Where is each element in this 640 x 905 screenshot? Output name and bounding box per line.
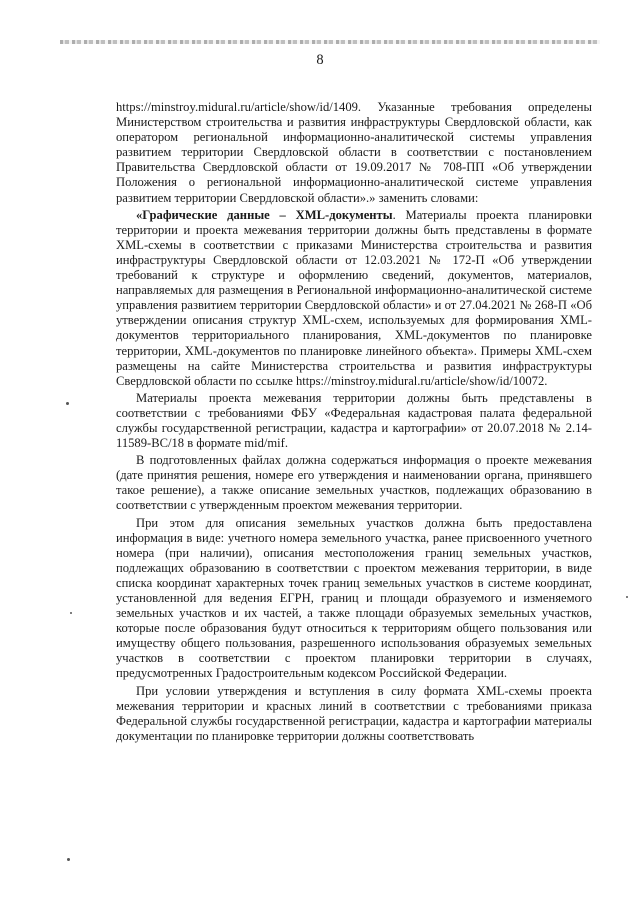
scan-speck (70, 612, 72, 614)
paragraph-5: При этом для описания земельных участков должна быть предоставлена информация в виде: учетного номера земельного участка, ранее присвоенного учетного номера (при наличии), описания местоположения границ земельных участков, подлежащих образованию в соответствии с проектом межевания территории, в виде списка координат характерных точек границ земельных участков в системе координат, установленной для ведения ЕГРН, границ и площади образуемого и изменяемого земельных участков и их частей, а также площади образуемых земельных участков, которые после образования будут относиться к территориям общего пользования или имуществу общего пользования, разрешенного использования образуемых земельных участков в соответствии с проектом планировки территории в случаях, предусмотренных Градостроительным кодексом Российской Федерации. (116, 515, 592, 681)
paragraph-2-text: . Материалы проекта планировки территории и проекта межевания территории должны быть представлены в формате XML-схемы в соответствии с приказами Министерства строительства и развития инфраструктуры Свердловской области от 12.03.2021 № 172-П «Об утверждении требований к структуре и оформлению сведений, документов, материалов, направляемых для размещения в Региональной информационно-аналитической системе управления развитием территории Свердловской области» и от 27.04.2021 № 268-П «Об утверждении описания структур XML-схем, используемых для формирования XML-документов территориального планирования, XML-документов по планировке территории, XML-документов по планировке линейного объекта». Примеры XML-схем размещены на сайте Министерства строительства и развития инфраструктуры Свердловской области по ссылке https://minstroy.midural.ru/article/show/id/10072. (116, 207, 592, 388)
paragraph-6: При условии утверждения и вступления в силу формата XML-схемы проекта межевания территории и красных линий в соответствии с требованиями приказа Федеральной службы государственной регистрации, кадастра и картографии материалы документации по планировке территории должны соответствовать (116, 683, 592, 743)
paragraph-1: https://minstroy.midural.ru/article/show/id/1409. Указанные требования определены Министерством строительства и развития инфраструктуры Свердловской области, как оператором региональной информационно-аналитической системы управления развитием территории Свердловской области в соответствии с постановлением Правительства Свердловской области от 19.09.2017 № 708-ПП «Об утверждении Положения о региональной информационно-аналитической системе управления развитием территории Свердловской области».» заменить словами: (116, 100, 592, 205)
scan-speck (66, 402, 69, 405)
paragraph-2 (116, 208, 592, 389)
scan-speck (626, 596, 628, 598)
document-body (116, 100, 592, 746)
scan-top-edge (60, 40, 600, 44)
paragraph-4: В подготовленных файлах должна содержаться информация о проекте межевания (дате принятия решения, номере его утверждения и наименовании органа, принявшего такое решение), а также описание земельных участков, подлежащих образованию в соответствии с утвержденным проектом межевания территории. (116, 453, 592, 513)
paragraph-2-lead: «Графические данные – XML-документы (136, 207, 393, 222)
scan-speck (67, 858, 70, 861)
paragraph-3: Материалы проекта межевания территории должны быть представлены в соответствии с требованиями ФБУ «Федеральная кадастровая палата федеральной службы государственной регистрации, кадастра и картографии» от 20.07.2018 № 2.14-11589-ВС/18 в формате mid/mif. (116, 390, 592, 451)
page-number: 8 (316, 52, 324, 68)
